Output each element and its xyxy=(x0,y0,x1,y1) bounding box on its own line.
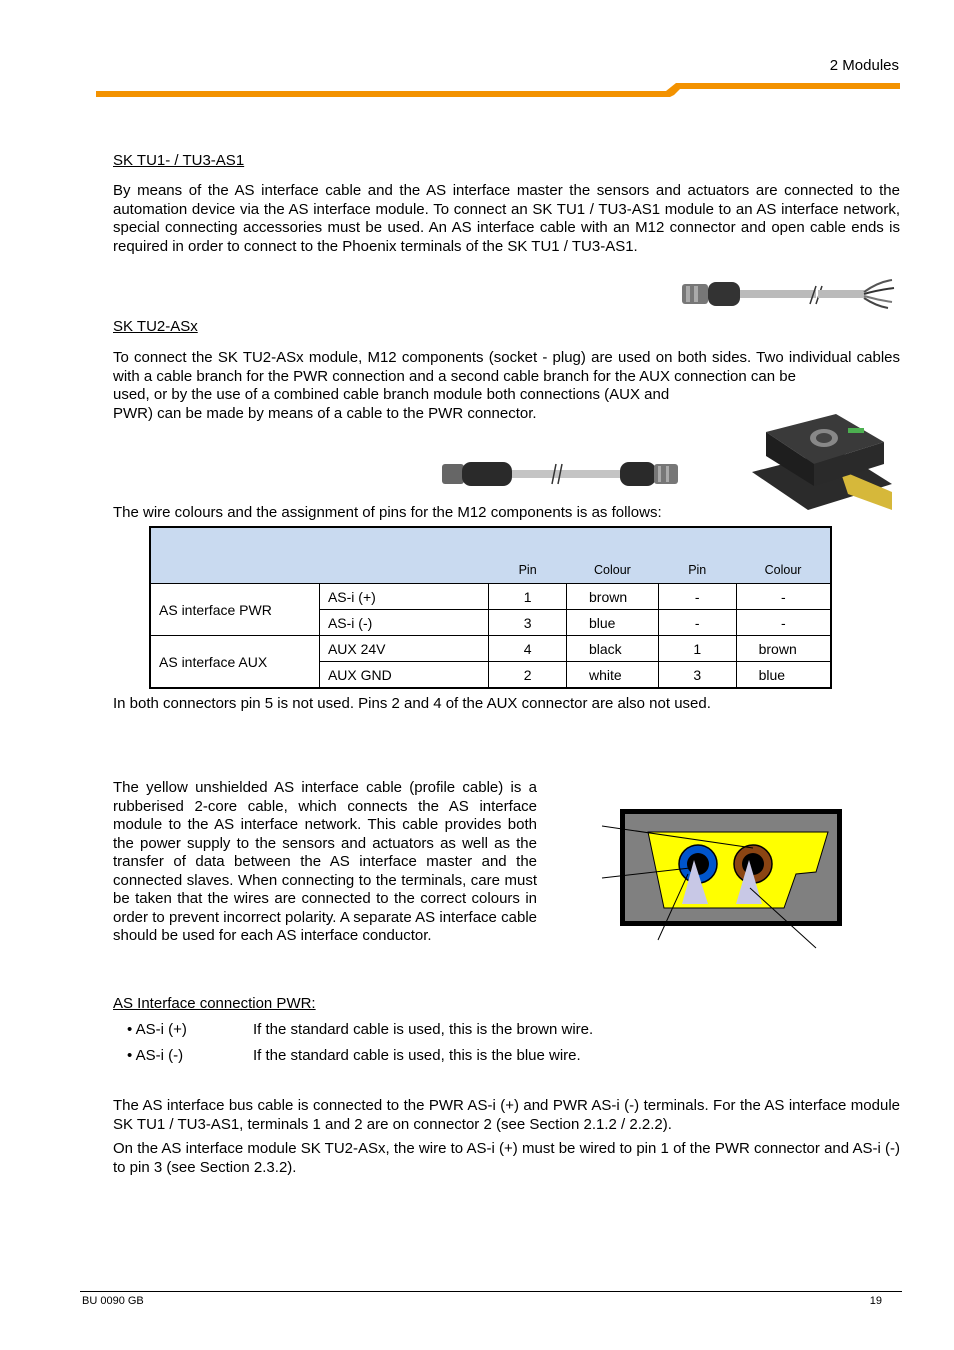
pin-assignment-table xyxy=(149,526,832,689)
paragraph-sk-tu2-line4: PWR) can be made by means of a cable to the PWR connector. xyxy=(113,405,537,422)
bullet-asi-plus-desc: If the standard cable is used, this is the brown wire. xyxy=(253,1021,594,1038)
heading-sk-tu1: SK TU1- / TU3-AS1 xyxy=(113,152,245,169)
group-name-aux: AS interface AUX xyxy=(150,636,319,689)
colour-cell: - xyxy=(736,584,831,610)
footer-doc-id: BU 0090 GB xyxy=(82,1295,144,1307)
pin-cell: - xyxy=(658,584,736,610)
table-row xyxy=(150,584,831,610)
bullet-asi-minus: • AS-i (-) xyxy=(127,1047,184,1064)
footer-page-number: 19 xyxy=(869,1295,882,1307)
signal-cell: AS-i (+) xyxy=(319,584,488,610)
paragraph-sk-tu2-line3: used, or by the use of a combined cable branch module both connections (AUX and xyxy=(113,386,670,403)
paragraph-sk-tu2: To connect the SK TU2-ASx module, M12 components (socket - plug) are used on both sides. Two individual cables with a cable branch for the PWR connection and a second cable branch for the AUX connection can be xyxy=(113,349,900,385)
header-orange-bar xyxy=(96,83,900,97)
colour-cell: - xyxy=(736,610,831,636)
paragraph-sk-tu1: By means of the AS interface cable and the AS interface master the sensors and actuators are connected to the automation device via the AS interface module. To connect an SK TU1 / TU3-AS1 module to an AS interface network, special connecting accessories must be used. An AS interface cable with an M12 connector and open cable ends is required in order to connect to the Phoenix terminals of the SK TU1 / TU3-AS1. xyxy=(113,182,900,255)
colour-cell: black xyxy=(567,636,659,662)
group-name-pwr: AS interface PWR xyxy=(150,584,319,636)
heading-sk-tu2: SK TU2-ASx xyxy=(113,318,198,335)
signal-cell: AUX GND xyxy=(319,662,488,689)
signal-cell: AUX 24V xyxy=(319,636,488,662)
table-header-group xyxy=(150,527,319,584)
table-header-colour-aux: Colour xyxy=(736,527,831,584)
heading-pwr-connection: AS Interface connection PWR: xyxy=(113,995,316,1012)
bus-cable-paragraph-1: The AS interface bus cable is connected to the PWR AS-i (+) and PWR AS-i (-) terminals. For the AS interface module SK TU1 / TU3-AS1, terminals 1 and 2 are on connector 2 (see Section 2.1.2 / 2.2.2). xyxy=(113,1097,900,1133)
pin-cell: 1 xyxy=(489,584,567,610)
m12-socket-plug-cable-icon xyxy=(440,456,680,492)
cable-branch-module-icon xyxy=(752,412,892,510)
pin-cell: 1 xyxy=(658,636,736,662)
m12-cable-open-ends-icon xyxy=(680,276,896,312)
colour-cell: white xyxy=(567,662,659,689)
pin-cell: 4 xyxy=(489,636,567,662)
header-section-title: 2 Modules xyxy=(829,57,899,74)
bullet-asi-plus: • AS-i (+) xyxy=(127,1021,187,1038)
footer-divider xyxy=(80,1291,902,1292)
table-header-signal xyxy=(319,527,488,584)
pin-table-note: In both connectors pin 5 is not used. Pins 2 and 4 of the AUX connector are also not used. xyxy=(113,695,711,712)
colour-cell: blue xyxy=(567,610,659,636)
bus-cable-paragraph-2: On the AS interface module SK TU2-ASx, the wire to AS-i (+) must be wired to pin 1 of the PWR connector and AS-i (-) to pin 3 (see Section 2.3.2). xyxy=(113,1140,900,1176)
table-header-row xyxy=(150,527,831,584)
as-interface-profile-cable-icon xyxy=(598,808,844,950)
pin-cell: 3 xyxy=(489,610,567,636)
pin-table-intro: The wire colours and the assignment of pins for the M12 components is as follows: xyxy=(113,504,662,521)
pin-cell: - xyxy=(658,610,736,636)
table-header-pin-pwr: Pin xyxy=(489,527,567,584)
pin-cell: 3 xyxy=(658,662,736,689)
colour-cell: brown xyxy=(567,584,659,610)
table-row xyxy=(150,636,831,662)
table-header-pin-aux: Pin xyxy=(658,527,736,584)
pin-cell: 2 xyxy=(489,662,567,689)
table-header-colour-pwr: Colour xyxy=(567,527,659,584)
colour-cell: blue xyxy=(736,662,831,689)
profile-cable-paragraph: The yellow unshielded AS interface cable (profile cable) is a rubberised 2-core cable, which connects the AS interface module to the AS interface network. This cable provides both the power supply to the sensors and actuators as well as the transfer of data between the AS interface master and the connected slaves. When connecting to the terminals, care must be taken that the wires are connected to the correct colours in order to prevent incorrect polarity. A separate AS interface cable should be used for each AS interface conductor. xyxy=(113,779,537,944)
signal-cell: AS-i (-) xyxy=(319,610,488,636)
bullet-asi-minus-desc: If the standard cable is used, this is the blue wire. xyxy=(253,1047,581,1064)
colour-cell: brown xyxy=(736,636,831,662)
